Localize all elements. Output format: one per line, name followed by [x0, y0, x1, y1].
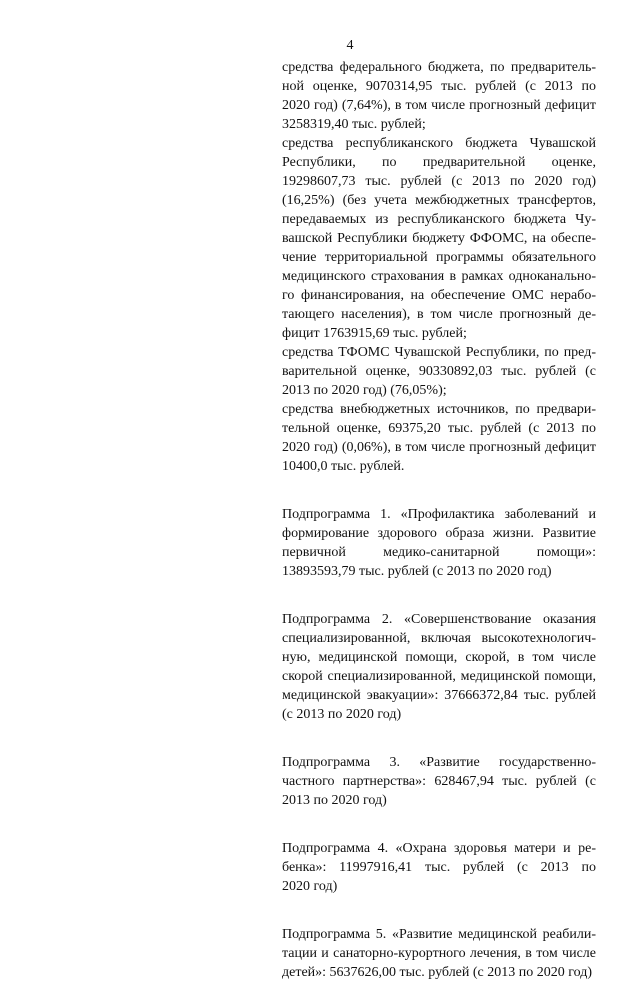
- text-line: Подпрограмма 3. «Развитие государственно-: [282, 755, 596, 770]
- subprogram-4: [282, 839, 596, 896]
- document-body: [282, 58, 596, 982]
- text-line: го финансирования, на обеспечение ОМС нерабо-: [282, 288, 596, 303]
- funding-item-federal: [282, 58, 596, 134]
- text-line: скорой специализированной, медицинской помощи,: [282, 669, 596, 684]
- text-line: ную, медицинской помощи, скорой, в том числе: [282, 650, 596, 665]
- text-line: 2020 год): [282, 879, 338, 894]
- text-line: 2020 год) (0,06%), в том числе прогнозный дефицит: [282, 440, 596, 455]
- funding-item-republican: [282, 134, 596, 343]
- text-line: бенка»: 11997916,41 тыс. рублей (с 2013 по: [282, 860, 596, 875]
- text-line: 2020 год) (7,64%), в том числе прогнозный дефицит: [282, 98, 596, 113]
- text-line: Подпрограмма 1. «Профилактика заболеваний и: [282, 507, 596, 522]
- subprogram-2: [282, 610, 596, 724]
- text-line: 10400,0 тыс. рублей.: [282, 459, 405, 474]
- text-line: средства республиканского бюджета Чувашской: [282, 136, 596, 151]
- text-line: передаваемых из республиканского бюджета Чу-: [282, 212, 596, 227]
- text-line: ной оценке, 9070314,95 тыс. рублей (с 2013 по: [282, 79, 596, 94]
- text-line: Подпрограмма 4. «Охрана здоровья матери и ре-: [282, 841, 596, 856]
- funding-item-extrabudgetary: [282, 400, 596, 476]
- paragraph-gap: [282, 896, 596, 925]
- text-line: медицинской эвакуации»: 37666372,84 тыс. рублей: [282, 688, 596, 703]
- text-line: Республики, по предварительной оценке,: [282, 155, 596, 170]
- text-line: (16,25%) (без учета межбюджетных трансфертов,: [282, 193, 596, 208]
- funding-item-tfoms: [282, 343, 596, 400]
- text-line: 2013 по 2020 год) (76,05%);: [282, 383, 447, 398]
- text-line: фицит 1763915,69 тыс. рублей;: [282, 326, 467, 341]
- paragraph-gap: [282, 810, 596, 839]
- text-line: Подпрограмма 2. «Совершенствование оказания: [282, 612, 596, 627]
- text-line: 19298607,73 тыс. рублей (с 2013 по 2020 год): [282, 174, 596, 189]
- paragraph-gap: [282, 581, 596, 610]
- text-line: средства ТФОМС Чувашской Республики, по пред-: [282, 345, 596, 360]
- text-line: частного партнерства»: 628467,94 тыс. рублей (с: [282, 774, 596, 789]
- funding-sources: [282, 58, 596, 476]
- subprogram-5: [282, 925, 596, 982]
- text-line: средства внебюджетных источников, по предвари-: [282, 402, 596, 417]
- text-line: вашской Республики бюджету ФФОМС, на обеспе-: [282, 231, 596, 246]
- text-line: (с 2013 по 2020 год): [282, 707, 402, 722]
- text-line: первичной медико-санитарной помощи»:: [282, 545, 596, 560]
- text-line: Подпрограмма 5. «Развитие медицинской реабили-: [282, 927, 596, 942]
- paragraph-gap: [282, 724, 596, 753]
- text-line: варительной оценке, 90330892,03 тыс. рублей (с: [282, 364, 596, 379]
- text-line: детей»: 5637626,00 тыс. рублей (с 2013 по 2020 год): [282, 965, 593, 980]
- page-number: 4: [346, 38, 354, 53]
- text-line: медицинского страхования в рамках одноканально-: [282, 269, 596, 284]
- subprogram-1: [282, 505, 596, 581]
- subprogram-3: [282, 753, 596, 810]
- text-line: формирование здорового образа жизни. Развитие: [282, 526, 596, 541]
- text-line: тельной оценке, 69375,20 тыс. рублей (с 2013 по: [282, 421, 596, 436]
- text-line: тации и санаторно-курортного лечения, в том числе: [282, 946, 596, 961]
- text-line: тающего населения), в том числе прогнозный де-: [282, 307, 596, 322]
- paragraph-gap: [282, 476, 596, 505]
- text-line: чение территориальной программы обязательного: [282, 250, 596, 265]
- text-line: специализированной, включая высокотехнологич-: [282, 631, 596, 646]
- text-line: средства федерального бюджета, по предваритель-: [282, 60, 596, 75]
- text-line: 2013 по 2020 год): [282, 793, 387, 808]
- text-line: 13893593,79 тыс. рублей (с 2013 по 2020 год): [282, 564, 552, 579]
- text-line: 3258319,40 тыс. рублей;: [282, 117, 426, 132]
